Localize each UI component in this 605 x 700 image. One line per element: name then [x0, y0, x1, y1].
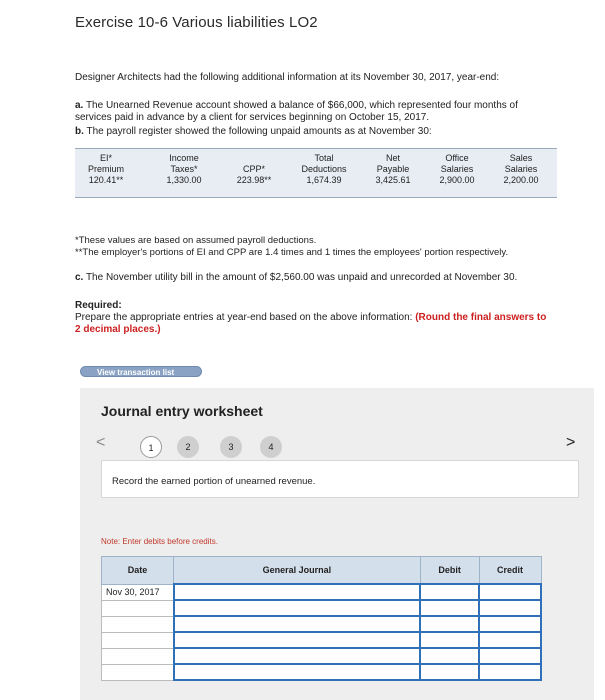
debits-note: Note: Enter debits before credits.: [101, 537, 218, 546]
payroll-col-total-deductions: Total Deductions 1,674.39: [301, 153, 347, 185]
payroll-col-sales-salaries: Sales Salaries 2,200.00: [503, 153, 539, 185]
view-transaction-list-button[interactable]: View transaction list: [80, 366, 202, 377]
step-2[interactable]: 2: [177, 436, 199, 458]
col-header-general-journal: General Journal: [174, 557, 421, 585]
account-input[interactable]: [174, 584, 421, 600]
task-instruction: Record the earned portion of unearned revenue.: [112, 476, 316, 487]
page-title: Exercise 10-6 Various liabilities LO2: [75, 14, 318, 31]
account-input[interactable]: [174, 664, 421, 680]
credit-input[interactable]: [479, 616, 541, 632]
payroll-col-income-taxes: Income Taxes* 1,330.00: [166, 153, 202, 185]
table-row: [102, 600, 542, 616]
required-section: [75, 300, 595, 336]
footnote-1: *These values are based on assumed payroll deductions.: [75, 235, 317, 246]
date-cell: [102, 600, 174, 616]
account-input[interactable]: [174, 648, 421, 664]
item-b: [75, 126, 595, 138]
step-navigator: [140, 436, 280, 458]
item-b-text: The payroll register showed the following unpaid amounts as at November 30:: [83, 126, 432, 137]
item-a-label: a.: [75, 100, 84, 111]
item-a-line2: services paid in advance by a client for services beginning on October 15, 2017.: [75, 112, 430, 123]
required-label: Required:: [75, 300, 122, 311]
credit-input[interactable]: [479, 648, 541, 664]
item-a: [75, 100, 595, 124]
date-cell: [102, 632, 174, 648]
required-text: Prepare the appropriate entries at year-end based on the above information:: [75, 312, 416, 323]
required-rounding-note-1: (Round the final answers to: [415, 312, 547, 323]
col-header-debit: Debit: [420, 557, 479, 585]
debit-input[interactable]: [420, 584, 479, 600]
payroll-table: [75, 148, 557, 198]
step-1[interactable]: 1: [140, 436, 162, 458]
date-cell: Nov 30, 2017: [102, 584, 174, 600]
payroll-col-office-salaries: Office Salaries 2,900.00: [439, 153, 475, 185]
journal-table: [101, 556, 542, 681]
payroll-col-ei: EI* Premium 120.41**: [87, 153, 124, 185]
item-b-label: b.: [75, 126, 84, 137]
intro-text: Designer Architects had the following additional information at its November 30, 2017, year-end:: [75, 72, 500, 83]
payroll-col-net-payable: Net Payable 3,425.61: [375, 153, 411, 185]
worksheet-title: Journal entry worksheet: [101, 403, 263, 419]
item-a-line1: The Unearned Revenue account showed a balance of $66,000, which represented four months of: [83, 100, 518, 111]
debit-input[interactable]: [420, 664, 479, 680]
step-3[interactable]: 3: [220, 436, 242, 458]
date-cell: [102, 664, 174, 680]
footnote-2: **The employer's portions of EI and CPP are 1.4 times and 1 times the employees' portion respectively.: [75, 247, 509, 258]
table-row: [102, 616, 542, 632]
table-row: [102, 584, 542, 600]
debit-input[interactable]: [420, 616, 479, 632]
debit-input[interactable]: [420, 648, 479, 664]
date-cell: [102, 616, 174, 632]
credit-input[interactable]: [479, 584, 541, 600]
debit-input[interactable]: [420, 600, 479, 616]
table-row: [102, 664, 542, 680]
step-4[interactable]: 4: [260, 436, 282, 458]
col-header-credit: Credit: [479, 557, 541, 585]
col-header-date: Date: [102, 557, 174, 585]
credit-input[interactable]: [479, 632, 541, 648]
account-input[interactable]: [174, 600, 421, 616]
date-cell: [102, 648, 174, 664]
item-c: [75, 272, 595, 284]
next-arrow-icon[interactable]: >: [566, 434, 576, 451]
required-rounding-note-2: 2 decimal places.): [75, 324, 161, 335]
item-c-text: The November utility bill in the amount of $2,560.00 was unpaid and unrecorded at November 30.: [83, 272, 518, 283]
account-input[interactable]: [174, 632, 421, 648]
account-input[interactable]: [174, 616, 421, 632]
credit-input[interactable]: [479, 600, 541, 616]
prev-arrow-icon[interactable]: <: [96, 434, 106, 451]
debit-input[interactable]: [420, 632, 479, 648]
item-c-label: c.: [75, 272, 84, 283]
table-row: [102, 648, 542, 664]
payroll-col-cpp: CPP* 223.98**: [236, 164, 272, 185]
table-row: [102, 632, 542, 648]
credit-input[interactable]: [479, 664, 541, 680]
